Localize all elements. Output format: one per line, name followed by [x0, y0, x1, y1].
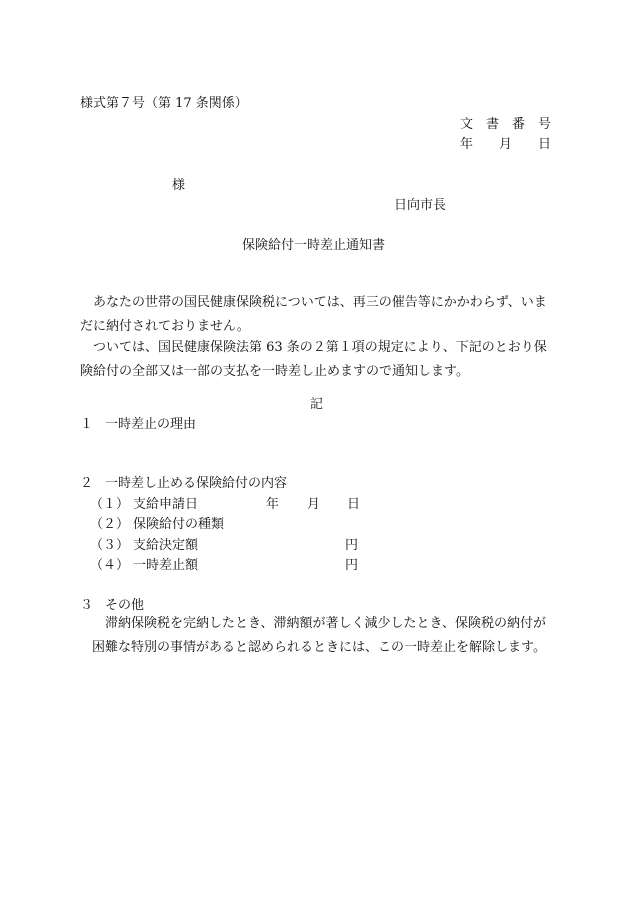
- item-1-year: 年: [266, 497, 280, 512]
- section-1-title: 一時差止の理由: [105, 417, 197, 432]
- item-4-number: （４）: [90, 558, 130, 573]
- item-2-number: （２）: [90, 517, 130, 532]
- section-2-title: 一時差し止める保険給付の内容: [105, 476, 288, 491]
- section-3-title: その他: [105, 598, 145, 613]
- item-4-unit: 円: [345, 558, 359, 573]
- item-3-number: （３）: [90, 538, 130, 553]
- date-label: 年 月 日: [460, 137, 552, 152]
- item-3-label: 支給決定額: [133, 538, 199, 553]
- intro-paragraph-2: ついては、国民健康保険法第 63 条の２第１項の規定により、下記のとおり保険給付の全部又は一部の支払を一時差し止めますので通知します。: [80, 340, 547, 379]
- item-1-label: 支給申請日: [133, 497, 199, 512]
- document-title: 保険給付一時差止通知書: [242, 238, 386, 253]
- item-1-day: 日: [347, 497, 361, 512]
- ki-heading: 記: [310, 397, 324, 412]
- item-4-label: 一時差止額: [133, 558, 199, 573]
- addressee-suffix: 様: [172, 178, 186, 193]
- item-2-label: 保険給付の種類: [133, 517, 225, 532]
- item-1-number: （１）: [90, 497, 130, 512]
- document-number-label: 文 書 番 号: [460, 117, 552, 132]
- section-3-number: ３: [80, 598, 94, 613]
- section-3-body: 滞納保険税を完納したとき、滞納額が著しく減少したとき、保険税の納付が困難な特別の事情があると認められるときには、この一時差止を解除します。: [92, 616, 546, 655]
- section-2-number: ２: [80, 476, 94, 491]
- section-1-number: １: [80, 417, 94, 432]
- issuer: 日向市長: [394, 198, 447, 213]
- intro-paragraph-1: あなたの世帯の国民健康保険税については、再三の催告等にかかわらず、いまだに納付されておりません。: [80, 295, 547, 334]
- form-label: 様式第７号（第 17 条関係）: [80, 96, 248, 111]
- item-1-month: 月: [307, 497, 321, 512]
- item-3-unit: 円: [345, 538, 359, 553]
